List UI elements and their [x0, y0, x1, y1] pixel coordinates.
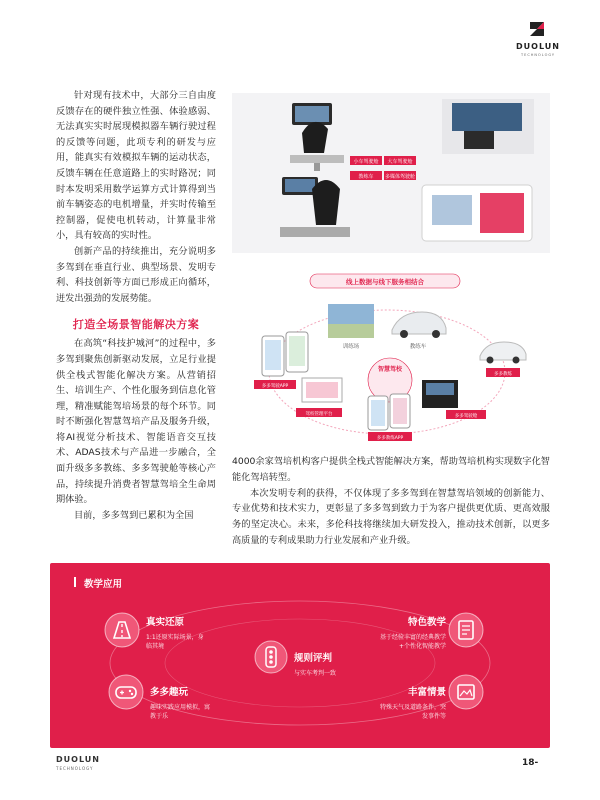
paragraph: 目前，多多驾到已累积为全国: [74, 509, 194, 521]
management-platform-image: [302, 378, 342, 402]
feature-special-teaching: [380, 614, 446, 651]
phone-app-image: [262, 332, 308, 376]
brand-mark-icon: [528, 20, 546, 38]
diagram-node-label: 多多驾驶舱: [454, 414, 478, 419]
diagram-node-label: 教练车: [409, 344, 427, 350]
diagram-title: 线上数据与线下服务相结合: [346, 278, 424, 286]
footer-subtitle: TECHNOLOGY: [56, 766, 94, 771]
paragraph: 在高筑“科技护城河”的过程中，多多驾到聚焦创新驱动发展，立足行业提供全栈式智能化解决方案。从营销招生、培训生产、个性化服务到信息化管理，精准赋能驾培场景的每个环节。同时不断强化智慧驾培产品及服务升级，将AI视觉分析技术、智能语音交互技术、ADAS技术与产品进一步融合，全面升级多多教练、多多驾驶舱等核心产品，持续提升消费者智慧驾培全生命周期体验。: [56, 338, 216, 506]
paragraph: 4000余家驾培机构客户提供全栈式智能解决方案，帮助驾培机构实现数字化智能化驾培转型。: [232, 456, 550, 483]
feature-desc: 基于经验丰富的经典教学+个性化智能教学: [380, 634, 447, 650]
simulator-illustration: [232, 93, 550, 253]
feature-fun: [150, 684, 212, 721]
feature-title: 特色教学: [407, 617, 446, 628]
brand-subtitle: TECHNOLOGY: [520, 53, 556, 57]
feature-desc: 1:1还原实际场景，身临其境: [146, 634, 204, 650]
product-label: 多媒体驾驶舱: [384, 174, 416, 180]
feature-title: 多多趣玩: [150, 687, 189, 698]
gamepad-icon: [108, 674, 144, 710]
product-photo-collage: [232, 93, 550, 253]
diagram-node-label: 训练场: [342, 344, 360, 350]
paragraph: 创新产品的持续推出，充分说明多多驾到在垂直行业、典型场景、发明专利、科技创新等方面已形成正向循环，迸发出强劲的发展势能。: [56, 245, 216, 304]
product-label: 大车驾驶舱: [387, 159, 413, 165]
traffic-light-icon: [254, 640, 288, 674]
brand-wordmark: DUOLUN: [516, 42, 560, 51]
right-column: [232, 454, 550, 549]
scene-icon: [448, 674, 484, 710]
brand-logo: [508, 20, 568, 66]
feature-desc: 趣味实践应用模拟，寓教于乐: [150, 704, 211, 720]
document-icon: [448, 612, 484, 648]
service-diagram-svg: [232, 268, 550, 444]
diagram-node-label: 驾校管理平台: [305, 412, 333, 417]
bus-simulator-image: [442, 99, 534, 154]
diagram-node-label: 多多驾驶APP: [261, 384, 289, 389]
feature-desc: 与实车考判一致: [294, 670, 337, 677]
footer-wordmark: DUOLUN: [56, 755, 100, 764]
left-column: [56, 88, 216, 523]
product-label: 教练车: [358, 174, 374, 180]
panel-title: 教学应用: [74, 576, 122, 590]
feature-judging: [294, 650, 364, 678]
page-number: 18-: [522, 758, 539, 768]
training-ground-photo: [328, 304, 374, 338]
product-label: 小车驾驶舱: [353, 159, 379, 165]
paragraph: 针对现有技术中，大部分三自由度反馈存在的硬件独立性强、体验感弱、无法真实实时展现模拟器车辆行驶过程的反馈等问题，此项专利的研发与应用，能真实有效模拟车辆的运动状态，反馈车辆在任意道路上的实时路况；同时本发明采用数学运算方式计算得到当前车辆姿态的电机增量，并实时传输至控制器，促使电机转动，计算量非常小，具有较高的实时性。: [56, 90, 216, 242]
paragraph: 本次发明专利的获得，不仅体现了多多驾到在智慧驾培领域的创新能力、专业优势和技术实力，更彰显了多多驾到致力于为客户提供更优质、更高效服务的坚定决心。未来，多伦科技将继续加大研发投入，推动技术创新，以更多高质量的专利成果助力行业发展和产业升级。: [232, 487, 550, 546]
feature-title: 丰富情景: [407, 687, 446, 698]
diagram-node-label: 多多教练: [494, 372, 512, 377]
diagram-node-label: 多多教练APP: [376, 436, 404, 441]
cockpit-thumb-image: [422, 380, 458, 408]
section-heading: 打造全场景智能解决方案: [72, 318, 200, 332]
coach-car-image: [392, 312, 446, 338]
coach-vehicle-image: [480, 342, 526, 364]
multimedia-cabin-image: [422, 185, 532, 241]
road-icon: [104, 612, 140, 648]
feature-realistic: [146, 614, 208, 651]
feature-scenarios: [380, 684, 446, 721]
feature-desc: 特殊天气及道路条件，突发事件等: [380, 704, 447, 720]
service-diagram: [232, 268, 550, 444]
feature-title: 真实还原: [146, 617, 185, 628]
diagram-center-label: 智慧驾校: [377, 366, 403, 373]
feature-title: 规则评判: [294, 653, 333, 664]
